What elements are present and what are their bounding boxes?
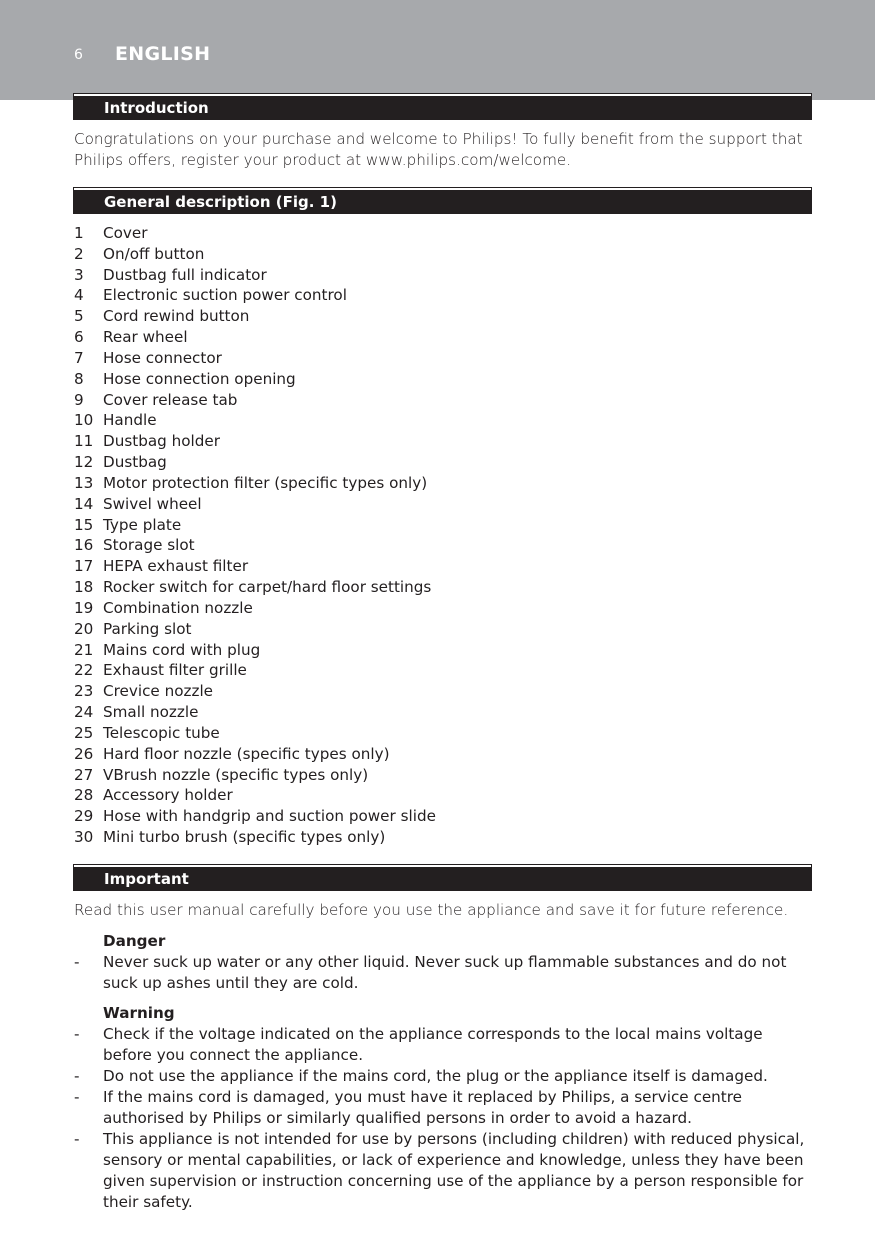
- list-item: [74, 556, 814, 577]
- bullet-dash: -: [74, 1025, 80, 1043]
- parts-list: [74, 223, 814, 848]
- item-number: 19: [74, 598, 94, 617]
- item-number: 28: [74, 786, 94, 805]
- item-number: 13: [74, 473, 94, 492]
- item-number: 12: [74, 453, 94, 472]
- item-number: 24: [74, 703, 94, 722]
- list-item: [74, 535, 814, 556]
- item-label: Accessory holder: [103, 786, 233, 805]
- bullet-dash: -: [74, 953, 80, 971]
- item-number: 2: [74, 244, 84, 263]
- item-label: On/off button: [103, 244, 205, 263]
- item-number: 29: [74, 807, 94, 826]
- item-number: 10: [74, 411, 94, 430]
- item-number: 8: [74, 369, 84, 388]
- item-number: 14: [74, 494, 94, 513]
- item-number: 23: [74, 682, 94, 701]
- list-item: [74, 619, 814, 640]
- item-label: Rear wheel: [103, 328, 188, 347]
- item-label: HEPA exhaust filter: [103, 557, 249, 576]
- section-heading: Introduction: [104, 99, 209, 117]
- item-label: Small nozzle: [103, 703, 199, 722]
- section-heading: Important: [104, 870, 189, 888]
- bullet-text: Do not use the appliance if the mains cord, the plug or the appliance itself is damaged.: [103, 1067, 768, 1085]
- item-label: Cord rewind button: [103, 307, 250, 326]
- introduction-text: Congratulations on your purchase and welcome to Philips! To fully benefit from the support that Philips offers, register your product at www.philips.com/welcome.: [74, 130, 803, 169]
- item-label: Hard floor nozzle (specific types only): [103, 744, 390, 763]
- list-item: [74, 390, 814, 411]
- list-item: [74, 223, 814, 244]
- list-item: [74, 681, 814, 702]
- item-label: Hose connector: [103, 348, 222, 367]
- list-item: [74, 723, 814, 744]
- item-label: Type plate: [103, 515, 182, 534]
- item-number: 3: [74, 265, 84, 284]
- item-label: Dustbag: [103, 453, 167, 472]
- item-number: 11: [74, 432, 94, 451]
- bullet-text: If the mains cord is damaged, you must have it replaced by Philips, a service centre authorised by Philips or similarly qualified persons in order to avoid a hazard.: [103, 1088, 742, 1127]
- item-label: Dustbag full indicator: [103, 265, 267, 284]
- item-label: Storage slot: [103, 536, 195, 555]
- item-label: Telescopic tube: [103, 723, 220, 742]
- list-item: [74, 577, 814, 598]
- list-item: [74, 327, 814, 348]
- danger-heading: Danger: [103, 932, 166, 950]
- list-item: [74, 285, 814, 306]
- list-item: [74, 702, 814, 723]
- item-number: 7: [74, 348, 84, 367]
- list-item: [74, 806, 814, 827]
- item-label: Dustbag holder: [103, 432, 220, 451]
- section-heading: General description (Fig. 1): [104, 193, 337, 211]
- section-bar-important: [74, 865, 811, 890]
- list-item: [74, 369, 814, 390]
- list-item: [74, 452, 814, 473]
- item-number: 25: [74, 723, 94, 742]
- item-number: 17: [74, 557, 94, 576]
- item-label: Combination nozzle: [103, 598, 253, 617]
- bullet-dash: -: [74, 1067, 80, 1085]
- page-number: 6: [74, 47, 83, 63]
- list-item: [74, 410, 814, 431]
- item-number: 26: [74, 744, 94, 763]
- item-label: Mini turbo brush (specific types only): [103, 828, 386, 847]
- list-item: [74, 265, 814, 286]
- bullet-dash: -: [74, 1130, 80, 1148]
- item-number: 27: [74, 765, 94, 784]
- item-label: Motor protection filter (specific types only): [103, 473, 428, 492]
- list-item: [74, 827, 814, 848]
- item-number: 16: [74, 536, 94, 555]
- item-label: Cover: [103, 224, 148, 242]
- item-label: Hose with handgrip and suction power slide: [103, 807, 436, 826]
- item-label: Crevice nozzle: [103, 682, 214, 701]
- item-label: Handle: [103, 411, 157, 430]
- item-label: VBrush nozzle (specific types only): [103, 765, 369, 784]
- list-item: [74, 515, 814, 536]
- bullet-dash: -: [74, 1088, 80, 1106]
- important-intro: Read this user manual carefully before you use the appliance and save it for future reference.: [74, 901, 789, 919]
- list-item: [74, 785, 814, 806]
- bullet-text: This appliance is not intended for use by persons (including children) with reduced physical, sensory or mental capabilities, or lack of experience and knowledge, unless they have been given supervision or instruction concerning use of the appliance by a person responsible for their safety.: [103, 1130, 805, 1211]
- item-label: Parking slot: [103, 619, 192, 638]
- item-label: Swivel wheel: [103, 494, 202, 513]
- item-label: Electronic suction power control: [103, 286, 347, 305]
- warning-heading: Warning: [103, 1004, 175, 1022]
- item-label: Exhaust filter grille: [103, 661, 247, 680]
- list-item: [74, 640, 814, 661]
- item-number: 5: [74, 307, 84, 326]
- item-label: Rocker switch for carpet/hard floor settings: [103, 578, 432, 597]
- list-item: [74, 765, 814, 786]
- list-item: [74, 244, 814, 265]
- item-number: 4: [74, 286, 84, 305]
- item-number: 1: [74, 224, 84, 242]
- item-number: 15: [74, 515, 94, 534]
- item-number: 18: [74, 578, 94, 597]
- bullet-text: Check if the voltage indicated on the appliance corresponds to the local mains voltage before you connect the appliance.: [103, 1025, 763, 1064]
- item-number: 20: [74, 619, 94, 638]
- list-item: [74, 473, 814, 494]
- section-bar-general-description: [74, 188, 811, 213]
- item-label: Hose connection opening: [103, 369, 296, 388]
- item-number: 21: [74, 640, 94, 659]
- list-item: [74, 494, 814, 515]
- item-label: Mains cord with plug: [103, 640, 261, 659]
- list-item: [74, 348, 814, 369]
- item-number: 6: [74, 328, 84, 347]
- language-title: ENGLISH: [115, 43, 211, 65]
- list-item: [74, 660, 814, 681]
- header-band: [0, 0, 875, 100]
- list-item: [74, 598, 814, 619]
- list-item: [74, 431, 814, 452]
- list-item: [74, 744, 814, 765]
- item-number: 9: [74, 390, 84, 409]
- bullet-text: Never suck up water or any other liquid. Never suck up flammable substances and do not suck up ashes until they are cold.: [103, 953, 787, 992]
- list-item: [74, 306, 814, 327]
- item-label: Cover release tab: [103, 390, 238, 409]
- section-bar-introduction: [74, 94, 811, 119]
- item-number: 30: [74, 828, 94, 847]
- item-number: 22: [74, 661, 94, 680]
